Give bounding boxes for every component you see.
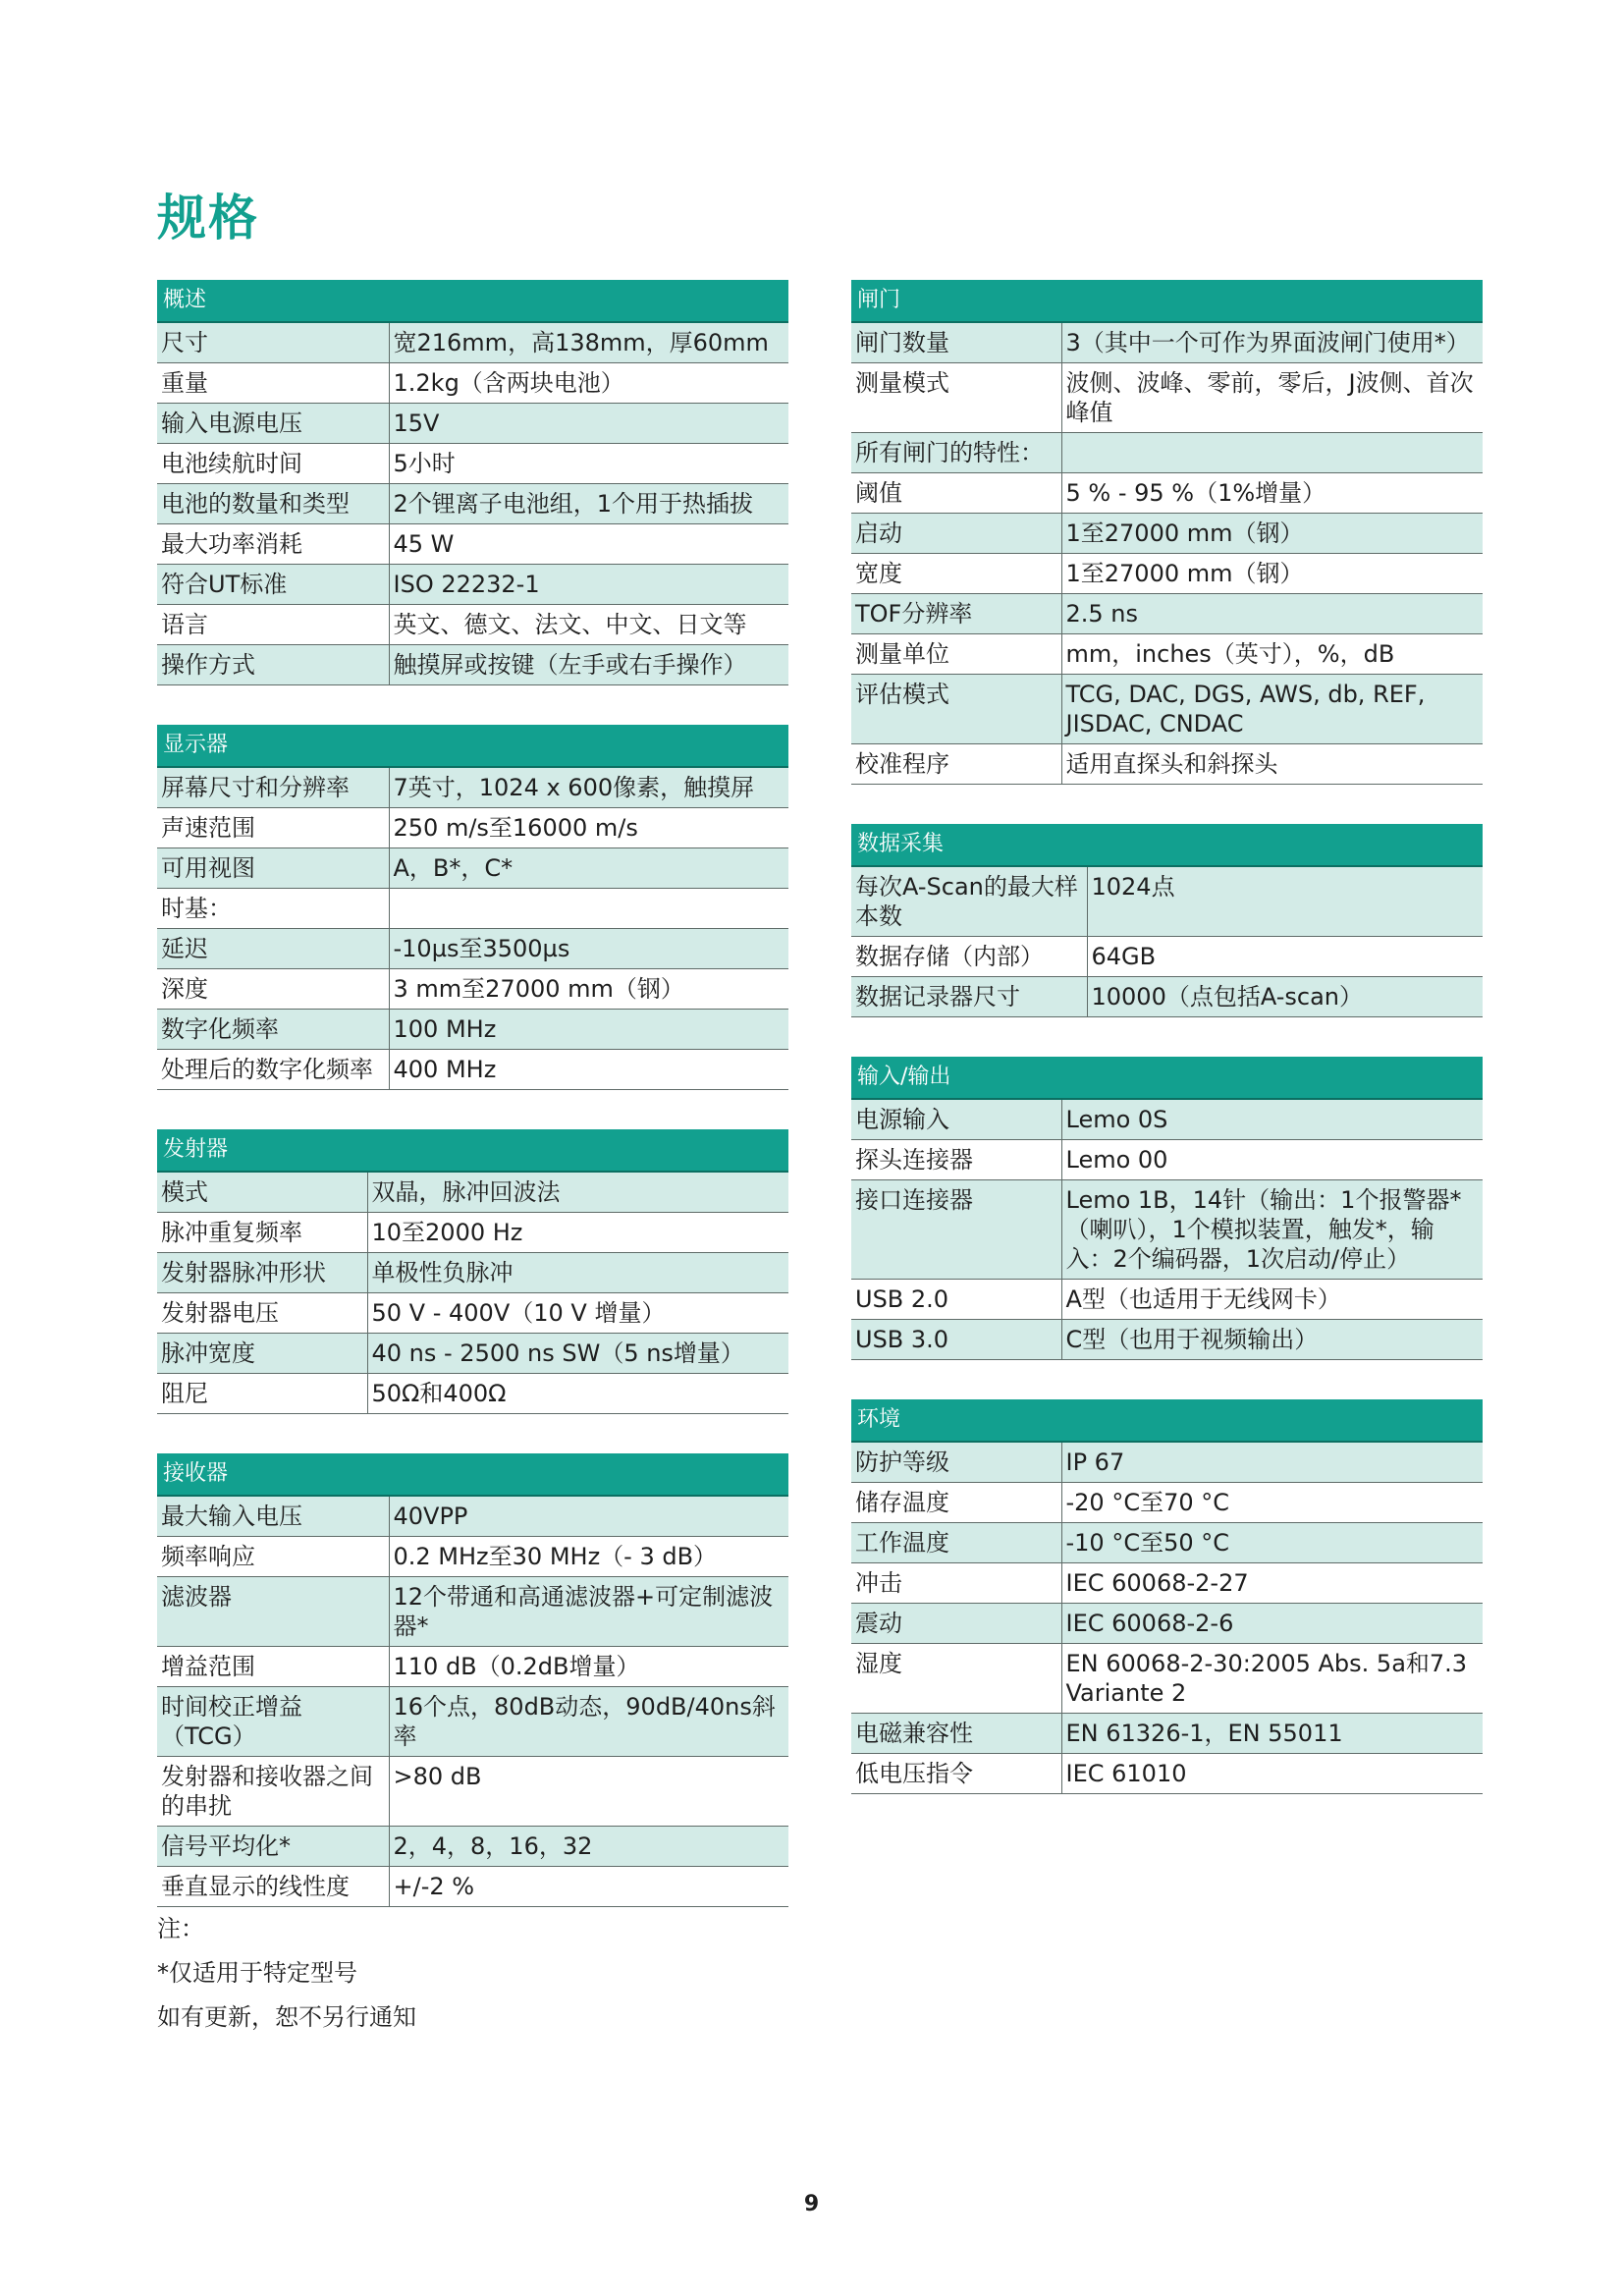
spec-value: 110 dB（0.2dB增量） — [389, 1647, 788, 1687]
spec-value: A，B*，C* — [389, 848, 788, 889]
table-row — [157, 565, 788, 605]
spec-label: 低电压指令 — [851, 1754, 1061, 1794]
table-row — [157, 1010, 788, 1050]
spec-table — [851, 280, 1483, 785]
spec-value: +/-2 % — [389, 1867, 788, 1907]
table-row — [157, 605, 788, 645]
table-row — [157, 1334, 788, 1374]
spec-value — [1061, 433, 1483, 473]
spec-value: 单极性负脉冲 — [367, 1253, 788, 1293]
spec-value: 64GB — [1087, 937, 1483, 977]
spec-value: -20 °C至70 °C — [1061, 1483, 1483, 1523]
table-row — [851, 977, 1483, 1017]
spec-label: 输入电源电压 — [157, 404, 389, 444]
spec-label: 尺寸 — [157, 322, 389, 363]
spec-value: 10至2000 Hz — [367, 1213, 788, 1253]
spec-label: 滤波器 — [157, 1577, 389, 1647]
spec-value: mm，inches（英寸），%，dB — [1061, 634, 1483, 675]
table-row — [851, 1180, 1483, 1280]
spec-label: 评估模式 — [851, 675, 1061, 744]
spec-value: 10000（点包括A-scan） — [1087, 977, 1483, 1017]
table-row — [157, 1687, 788, 1757]
spec-value: 适用直探头和斜探头 — [1061, 744, 1483, 785]
table-row — [157, 1537, 788, 1577]
spec-label: 声速范围 — [157, 808, 389, 848]
spec-value: 100 MHz — [389, 1010, 788, 1050]
right-spec-column — [851, 280, 1483, 1794]
spec-label: 湿度 — [851, 1644, 1061, 1714]
table-row — [851, 634, 1483, 675]
spec-value: 5小时 — [389, 444, 788, 484]
spec-value: 15V — [389, 404, 788, 444]
spec-label: 电磁兼容性 — [851, 1714, 1061, 1754]
table-row — [851, 1604, 1483, 1644]
spec-label: 脉冲宽度 — [157, 1334, 367, 1374]
spec-label: 闸门数量 — [851, 322, 1061, 363]
section-gap — [851, 1017, 1483, 1057]
spec-label: 时基： — [157, 889, 389, 929]
spec-value: Lemo 00 — [1061, 1140, 1483, 1180]
spec-label: 测量单位 — [851, 634, 1061, 675]
spec-value: 1至27000 mm（钢） — [1061, 514, 1483, 554]
spec-table — [851, 1057, 1483, 1360]
section-gap — [157, 1414, 788, 1453]
spec-value: 40VPP — [389, 1496, 788, 1537]
table-row — [851, 554, 1483, 594]
spec-label: 最大输入电压 — [157, 1496, 389, 1537]
spec-value: 45 W — [389, 524, 788, 565]
notes-label: 注： — [157, 1915, 204, 1942]
spec-label: 操作方式 — [157, 645, 389, 685]
page-number: 9 — [803, 2192, 820, 2216]
section-gap — [851, 785, 1483, 824]
table-row — [157, 848, 788, 889]
spec-value: 12个带通和高通滤波器+可定制滤波器* — [389, 1577, 788, 1647]
spec-value: 2个锂离子电池组，1个用于热插拔 — [389, 484, 788, 524]
table-row — [851, 1523, 1483, 1563]
table-row — [157, 767, 788, 808]
spec-value: 双晶，脉冲回波法 — [367, 1172, 788, 1213]
table-row — [157, 929, 788, 969]
table-row — [851, 1140, 1483, 1180]
table-row — [157, 645, 788, 685]
spec-value: 50 V - 400V（10 V 增量） — [367, 1293, 788, 1334]
spec-label: 符合UT标准 — [157, 565, 389, 605]
table-row — [851, 473, 1483, 514]
spec-label: 测量模式 — [851, 363, 1061, 433]
spec-label: 储存温度 — [851, 1483, 1061, 1523]
spec-label: 处理后的数字化频率 — [157, 1050, 389, 1090]
table-row — [851, 322, 1483, 363]
spec-value: Lemo 0S — [1061, 1099, 1483, 1140]
spec-label: TOF分辨率 — [851, 594, 1061, 634]
table-row — [851, 744, 1483, 785]
spec-value: 50Ω和400Ω — [367, 1374, 788, 1414]
spec-value: C型（也用于视频输出） — [1061, 1320, 1483, 1360]
note-model-specific: *仅适用于特定型号 — [157, 1959, 357, 1987]
section-header: 概述 — [157, 280, 788, 322]
spec-label: USB 2.0 — [851, 1280, 1061, 1320]
spec-label: 发射器电压 — [157, 1293, 367, 1334]
table-row — [157, 1647, 788, 1687]
page-title: 规格 — [157, 190, 259, 246]
spec-value: IEC 60068-2-27 — [1061, 1563, 1483, 1604]
table-row — [851, 1099, 1483, 1140]
spec-table — [157, 280, 788, 685]
table-row — [851, 866, 1483, 937]
spec-value: 1至27000 mm（钢） — [1061, 554, 1483, 594]
spec-label: 延迟 — [157, 929, 389, 969]
spec-label: 频率响应 — [157, 1537, 389, 1577]
table-row — [851, 1754, 1483, 1794]
spec-label: 接口连接器 — [851, 1180, 1061, 1280]
spec-label: 校准程序 — [851, 744, 1061, 785]
spec-label: 阻尼 — [157, 1374, 367, 1414]
spec-label: 震动 — [851, 1604, 1061, 1644]
spec-label: 数字化频率 — [157, 1010, 389, 1050]
table-row — [851, 1714, 1483, 1754]
section-header: 发射器 — [157, 1129, 788, 1172]
spec-value: >80 dB — [389, 1757, 788, 1827]
spec-value: 250 m/s至16000 m/s — [389, 808, 788, 848]
table-row — [157, 1050, 788, 1090]
table-row — [157, 889, 788, 929]
table-row — [851, 1320, 1483, 1360]
table-row — [851, 594, 1483, 634]
spec-value: -10 °C至50 °C — [1061, 1523, 1483, 1563]
spec-value: IP 67 — [1061, 1442, 1483, 1483]
table-row — [157, 444, 788, 484]
section-gap — [851, 1360, 1483, 1399]
table-row — [157, 1867, 788, 1907]
spec-value: IEC 60068-2-6 — [1061, 1604, 1483, 1644]
spec-label: 垂直显示的线性度 — [157, 1867, 389, 1907]
spec-value: EN 60068-2-30:2005 Abs. 5a和7.3 Variante 2 — [1061, 1644, 1483, 1714]
table-row — [851, 1483, 1483, 1523]
spec-label: 增益范围 — [157, 1647, 389, 1687]
table-row — [157, 484, 788, 524]
spec-label: 重量 — [157, 363, 389, 404]
table-row — [157, 1496, 788, 1537]
table-row — [851, 675, 1483, 744]
spec-value: 16个点，80dB动态，90dB/40ns斜率 — [389, 1687, 788, 1757]
spec-label: 电源输入 — [851, 1099, 1061, 1140]
spec-label: 发射器脉冲形状 — [157, 1253, 367, 1293]
table-row — [851, 937, 1483, 977]
section-gap — [157, 685, 788, 725]
table-row — [851, 433, 1483, 473]
spec-table — [851, 824, 1483, 1017]
table-row — [157, 322, 788, 363]
spec-value — [389, 889, 788, 929]
spec-value: 1.2kg（含两块电池） — [389, 363, 788, 404]
spec-label: 屏幕尺寸和分辨率 — [157, 767, 389, 808]
spec-label: 防护等级 — [851, 1442, 1061, 1483]
table-row — [157, 1253, 788, 1293]
spec-value: 7英寸，1024 x 600像素，触摸屏 — [389, 767, 788, 808]
spec-label: 深度 — [157, 969, 389, 1010]
spec-value: 宽216mm，高138mm，厚60mm — [389, 322, 788, 363]
section-header: 显示器 — [157, 725, 788, 767]
spec-value: 触摸屏或按键（左手或右手操作） — [389, 645, 788, 685]
section-header: 输入/输出 — [851, 1057, 1483, 1099]
table-row — [157, 524, 788, 565]
spec-value: 2，4，8，16，32 — [389, 1827, 788, 1867]
spec-label: 所有闸门的特性： — [851, 433, 1061, 473]
table-row — [157, 1374, 788, 1414]
left-spec-column — [157, 280, 788, 1907]
spec-label: 语言 — [157, 605, 389, 645]
section-header: 环境 — [851, 1399, 1483, 1442]
spec-value: ISO 22232-1 — [389, 565, 788, 605]
spec-label: 冲击 — [851, 1563, 1061, 1604]
table-row — [851, 1280, 1483, 1320]
spec-label: 脉冲重复频率 — [157, 1213, 367, 1253]
table-row — [157, 1213, 788, 1253]
spec-label: 发射器和接收器之间的串扰 — [157, 1757, 389, 1827]
table-row — [157, 1172, 788, 1213]
spec-label: 探头连接器 — [851, 1140, 1061, 1180]
spec-value: 0.2 MHz至30 MHz（- 3 dB） — [389, 1537, 788, 1577]
spec-table — [157, 725, 788, 1090]
spec-label: 工作温度 — [851, 1523, 1061, 1563]
spec-value: 400 MHz — [389, 1050, 788, 1090]
spec-label: 启动 — [851, 514, 1061, 554]
table-row — [157, 808, 788, 848]
notes — [157, 1907, 416, 2040]
spec-value: 1024点 — [1087, 866, 1483, 937]
spec-label: 模式 — [157, 1172, 367, 1213]
table-row — [157, 1577, 788, 1647]
spec-label: 数据存储（内部） — [851, 937, 1087, 977]
spec-label: 可用视图 — [157, 848, 389, 889]
table-row — [157, 969, 788, 1010]
table-row — [157, 404, 788, 444]
spec-label: 电池续航时间 — [157, 444, 389, 484]
table-row — [851, 1442, 1483, 1483]
spec-value: -10µs至3500µs — [389, 929, 788, 969]
spec-value: 3（其中一个可作为界面波闸门使用*） — [1061, 322, 1483, 363]
spec-value: A型（也适用于无线网卡） — [1061, 1280, 1483, 1320]
table-row — [157, 1293, 788, 1334]
spec-value: 40 ns - 2500 ns SW（5 ns增量） — [367, 1334, 788, 1374]
section-gap — [157, 1090, 788, 1129]
table-row — [851, 514, 1483, 554]
spec-value: 3 mm至27000 mm（钢） — [389, 969, 788, 1010]
table-row — [851, 1563, 1483, 1604]
table-row — [851, 1644, 1483, 1714]
section-header: 接收器 — [157, 1453, 788, 1496]
spec-label: 信号平均化* — [157, 1827, 389, 1867]
spec-table — [157, 1453, 788, 1907]
spec-table — [157, 1129, 788, 1414]
spec-label: 时间校正增益（TCG） — [157, 1687, 389, 1757]
spec-label: 最大功率消耗 — [157, 524, 389, 565]
table-row — [157, 363, 788, 404]
note-updates: 如有更新，恕不另行通知 — [157, 2003, 416, 2031]
spec-table — [851, 1399, 1483, 1794]
spec-label: USB 3.0 — [851, 1320, 1061, 1360]
spec-value: EN 61326-1，EN 55011 — [1061, 1714, 1483, 1754]
table-row — [157, 1827, 788, 1867]
spec-value: Lemo 1B，14针（输出：1个报警器*（喇叭），1个模拟装置，触发*，输入：2个编码器，1次启动/停止） — [1061, 1180, 1483, 1280]
spec-value: 英文、德文、法文、中文、日文等 — [389, 605, 788, 645]
spec-value: 5 % - 95 %（1%增量） — [1061, 473, 1483, 514]
spec-value: TCG, DAC, DGS, AWS, db, REF, JISDAC, CNDAC — [1061, 675, 1483, 744]
spec-label: 每次A-Scan的最大样本数 — [851, 866, 1087, 937]
spec-label: 数据记录器尺寸 — [851, 977, 1087, 1017]
spec-label: 阈值 — [851, 473, 1061, 514]
section-header: 闸门 — [851, 280, 1483, 322]
section-header: 数据采集 — [851, 824, 1483, 866]
spec-value: IEC 61010 — [1061, 1754, 1483, 1794]
table-row — [851, 363, 1483, 433]
table-row — [157, 1757, 788, 1827]
spec-label: 宽度 — [851, 554, 1061, 594]
spec-value: 2.5 ns — [1061, 594, 1483, 634]
spec-value: 波侧、波峰、零前，零后，J波侧、首次峰值 — [1061, 363, 1483, 433]
spec-label: 电池的数量和类型 — [157, 484, 389, 524]
